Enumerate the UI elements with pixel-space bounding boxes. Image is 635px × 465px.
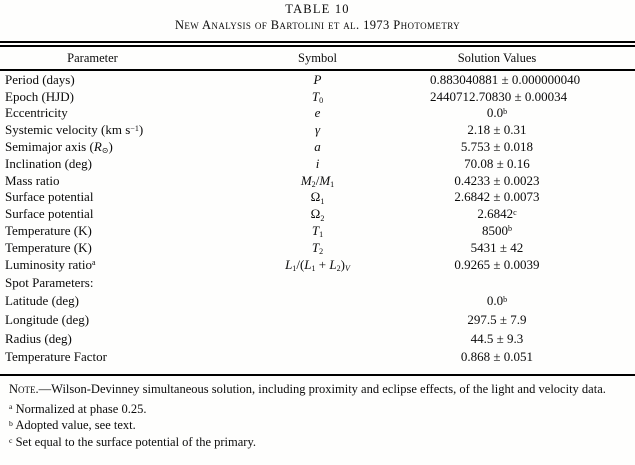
symbol-cell: $M_2/M_1$ — [300, 172, 335, 189]
table-row-semimajor-axis — [0, 138, 635, 155]
footnote-marker: b — [9, 418, 13, 428]
value-cell: 0.0$^b$ — [486, 293, 508, 309]
value-cell: 0.868 ± 0.051 — [460, 349, 534, 365]
table-row-systemic-velocity — [0, 121, 635, 138]
parameter-cell: Temperature Factor — [5, 349, 107, 365]
parameter-cell: Surface potential — [5, 189, 94, 205]
data-table — [0, 47, 635, 366]
parameter-cell: Period (days) — [5, 71, 75, 87]
table-row-surface-potential-1 — [0, 189, 635, 206]
parameter-cell: Radius (deg) — [5, 330, 72, 346]
table-row-mass-ratio — [0, 172, 635, 189]
symbol-cell — [205, 347, 430, 366]
symbol-cell — [205, 292, 430, 311]
parameter-cell: Luminosity ratio$^a$ — [5, 256, 96, 272]
footnote-marker: c — [9, 435, 13, 445]
value-cell: 0.0$^b$ — [486, 105, 508, 121]
symbol-cell: γ — [314, 122, 321, 138]
value-cell — [430, 273, 635, 292]
parameter-cell: Eccentricity — [5, 105, 68, 121]
footnote-c — [0, 434, 635, 451]
parameter-cell: Inclination (deg) — [5, 155, 92, 171]
symbol-cell — [205, 273, 430, 292]
parameter-cell: Mass ratio — [5, 172, 60, 188]
value-cell: 70.08 ± 0.16 — [464, 155, 530, 171]
footnote-a — [0, 401, 635, 418]
table-row-luminosity-ratio — [0, 256, 635, 273]
symbol-cell — [205, 329, 430, 348]
parameter-cell: Temperature (K) — [5, 223, 92, 239]
value-cell: 2.18 ± 0.31 — [467, 122, 527, 138]
symbol-cell: $\Omega_2$ — [310, 206, 325, 223]
table-row-period — [0, 70, 635, 88]
symbol-cell: $L_1/(L_1 + L_2)_V$ — [285, 256, 350, 273]
table-row-eccentricity — [0, 105, 635, 122]
symbol-cell: P — [313, 71, 322, 87]
value-cell: 44.5 ± 9.3 — [470, 330, 524, 346]
table-row-radius — [0, 329, 635, 348]
bottom-rule — [0, 374, 635, 376]
section-label: Spot Parameters: — [5, 274, 94, 290]
value-cell: 2.6842 ± 0.0073 — [454, 189, 540, 205]
table-row-latitude — [0, 292, 635, 311]
parameter-cell: Epoch (HJD) — [5, 88, 74, 104]
table-row-longitude — [0, 310, 635, 329]
table-row-temperature-factor — [0, 347, 635, 366]
parameter-cell: Systemic velocity (km $s^{-1}$) — [5, 122, 144, 138]
col-header-parameter: Parameter — [0, 47, 205, 70]
value-cell: 0.9265 ± 0.0039 — [454, 256, 540, 272]
footnote-marker: a — [9, 402, 13, 412]
symbol-cell: $T_0$ — [311, 88, 324, 105]
footnote-text: Normalized at phase 0.25. — [15, 401, 147, 416]
header-row — [0, 47, 635, 70]
footnote-b — [0, 417, 635, 434]
col-header-solution-values: Solution Values — [430, 47, 635, 70]
col-header-symbol: Symbol — [205, 47, 430, 70]
parameter-cell: Surface potential — [5, 206, 94, 222]
value-cell: 5431 ± 42 — [470, 239, 524, 255]
notes-section — [0, 382, 635, 451]
note-text: —Wilson-Devinney simultaneous solution, including proximity and eclipse effects, of the light and velocity data. — [38, 382, 606, 396]
parameter-cell: Temperature (K) — [5, 239, 92, 255]
value-cell: 297.5 ± 7.9 — [467, 311, 527, 327]
symbol-cell: $T_2$ — [311, 239, 324, 257]
table-number: TABLE 10 — [285, 2, 350, 16]
footnotes — [0, 401, 635, 451]
value-cell: 2440712.70830 ± 0.00034 — [430, 88, 568, 104]
table-row-inclination — [0, 155, 635, 172]
parameter-cell: Latitude (deg) — [5, 293, 79, 309]
note-label: Note. — [9, 382, 39, 396]
table-row-spot-parameters — [0, 273, 635, 292]
symbol-cell: e — [314, 105, 321, 121]
value-cell: 5.753 ± 0.018 — [460, 139, 534, 155]
table-row-surface-potential-2 — [0, 205, 635, 222]
symbol-cell — [205, 310, 430, 329]
table-row-temperature-2 — [0, 239, 635, 256]
table-title: New Analysis of Bartolini et al. 1973 Photometry — [174, 18, 461, 32]
table-row-temperature-1 — [0, 222, 635, 239]
symbol-cell: $\Omega_1$ — [310, 189, 325, 206]
value-cell: 2.6842$^c$ — [477, 206, 517, 222]
parameter-cell: Semimajor axis $(R_⊙)$ — [5, 139, 113, 156]
value-cell: 0.883040881 ± 0.000000040 — [430, 71, 581, 87]
symbol-cell: i — [315, 155, 320, 171]
value-cell: 0.4233 ± 0.0023 — [454, 172, 540, 188]
value-cell: 8500$^b$ — [481, 223, 513, 239]
footnote-text: Adopted value, see text. — [15, 418, 136, 433]
footnote-text: Set equal to the surface potential of the primary. — [15, 435, 257, 450]
table-row-epoch — [0, 88, 635, 105]
symbol-cell: a — [314, 139, 321, 155]
symbol-cell: $T_1$ — [311, 223, 324, 240]
table-note — [0, 382, 635, 398]
parameter-cell: Longitude (deg) — [5, 311, 90, 327]
